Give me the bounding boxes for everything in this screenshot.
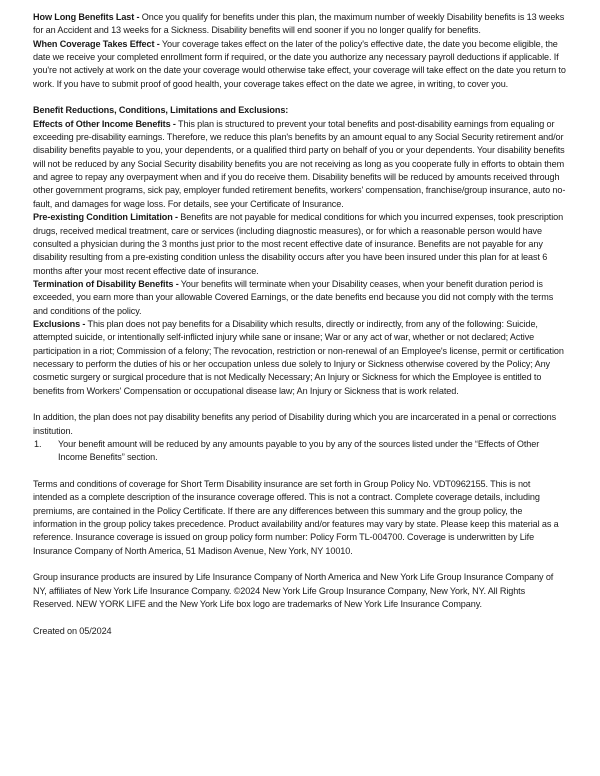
numbered-list-item [33, 438, 566, 465]
section-body-exclusions: This plan does not pay benefits for a Disability which results, directly or indirectly, from any of the following: Suicide, attempted suicide, or intentionally self-inflicted injury while sane or insane; War or any act of war, whether or not declared; Active participation in a riot; Commission of a felony; The revocation, restriction or non-renewal of an Employee's license, permit or certification necessary to perform the duties of his or her occupation unless due solely to Injury or Sickness otherwise covered by the Policy; Any cosmetic surgery or surgical procedure that is not Medically Necessary; An Injury or Sickness for which the Employee is entitled to benefits from Workers' Compensation or occupational disease law; An Injury or Sickness that is work related. [33, 318, 564, 396]
section-lead-when-coverage-takes-effect: When Coverage Takes Effect - [33, 38, 160, 49]
section-pre-existing-condition-limitation [33, 211, 566, 278]
section-lead-how-long-benefits-last: How Long Benefits Last - [33, 12, 140, 22]
section-terms-and-conditions: Terms and conditions of coverage for Short Term Disability insurance are set forth in Group Policy No. VDT0962155. This is not intended as a complete description of the insurance coverage offered. This is not a contract. Complete coverage details, including premiums, are contained in the Policy Certificate. If there are any differences between this summary and the group policy, the information in the group policy takes precedence. Product availability and/or features may vary by state. Please keep this material as a reference. Insurance coverage is issued on group policy form number: Policy Form TL-004700. Coverage is underwritten by Life Insurance Company of North America, 51 Madison Avenue, New York, NY 10010. [33, 479, 559, 556]
section-body-how-long-benefits-last: Once you qualify for benefits under this plan, the maximum number of weekly Disability benefits is 13 weeks for an Accident and 13 weeks for a Sickness. Disability benefits will end sooner if you no longer qualify for benefits. [33, 12, 565, 36]
section-lead-effects-of-other-income-benefits: Effects of Other Income Benefits - [33, 118, 176, 129]
paragraph-spacer [33, 465, 566, 478]
section-body-when-coverage-takes-effect: Your coverage takes effect on the later of the policy's effective date, the date you become eligible, the date we receive your completed enrollment form if required, or the date you authorize any necessary payroll deductions if applicable. If you're not actively at work on the date your coverage would otherwise take effect, your coverage will take effect on the date you return to work. If you have to submit proof of good health, your coverage takes effect on the date we agree, in writing, to cover you. [33, 38, 566, 89]
created-on-line: Created on 05/2024 [33, 625, 112, 636]
section-termination-of-disability-benefits [33, 278, 566, 318]
list-item-marker: 1. [34, 439, 42, 449]
section-legal-notice: Group insurance products are insured by Life Insurance Company of North America and New York Life Group Insurance Company of NY, affiliates of New York Life Insurance Company. ©2024 New York Life Group Insurance Company, New York, NY. All Rights Reserved. NEW YORK LIFE and the New York Life box logo are trademarks of New York Life Insurance Company. [33, 572, 554, 610]
section-body-termination-of-disability-benefits: Your benefits will terminate when your Disability ceases, when your benefit duration period is exceeded, you earn more than your allowable Covered Earnings, or the date benefits end because you did not comply with the terms and conditions of the policy. [33, 278, 554, 316]
paragraph-spacer [33, 558, 566, 571]
section-incarceration-note: In addition, the plan does not pay disability benefits any period of Disability during which you are incarcerated in a penal or corrections institution. [33, 412, 557, 436]
paragraph-spacer [33, 611, 566, 624]
section-body-pre-existing-condition-limitation: Benefits are not payable for medical conditions for which you incurred expenses, took prescription drugs, received medical treatment, care or services (including diagnostic measures), or for which a reasonable person would have consulted a physician during the 3 months just prior to the most recent effective date of insurance. Benefits are not payable for any disability resulting from a pre-existing condition unless the disability occurs after you have been insured under this plan for at least 6 months after your most recent effective date of insurance. [33, 212, 564, 276]
section-body-effects-of-other-income-benefits: This plan is structured to prevent your total benefits and post-disability earnings from equaling or exceeding pre-disability earnings. Therefore, we reduce this plan's benefits by an amount equal to any Social Security retirement and/or disability benefits payable to you, your dependents, or a qualified third party on behalf of you or your dependents. Your disability benefits will not be reduced by any Social Security disability benefits you are not receiving as long as you cooperate fully in efforts to obtain them and agree to repay any overpayment when and if you do receive them. Disability benefits will be reduced by amounts received through other government programs, sick pay, employer funded retirement benefits, workers' compensation, franchise/group insurance, auto no-fault, and damages for wage loss. For details, see your Certificate of Insurance. [33, 118, 566, 209]
section-effects-of-other-income-benefits [33, 118, 566, 211]
paragraph-spacer [33, 91, 566, 104]
section-exclusions [33, 318, 566, 398]
paragraph-spacer [33, 398, 566, 411]
list-item-text: Your benefit amount will be reduced by any amounts payable to you by any of the sources listed under the “Effects of Other Income Benefits” section. [58, 439, 540, 463]
heading-benefit-reductions: Benefit Reductions, Conditions, Limitations and Exclusions: [33, 105, 289, 116]
section-lead-pre-existing-condition-limitation: Pre-existing Condition Limitation - [33, 212, 178, 223]
section-how-long-benefits-last [33, 11, 566, 38]
section-lead-exclusions: Exclusions - [33, 318, 86, 329]
section-lead-termination-of-disability-benefits: Termination of Disability Benefits - [33, 278, 179, 289]
section-when-coverage-takes-effect [33, 38, 566, 91]
